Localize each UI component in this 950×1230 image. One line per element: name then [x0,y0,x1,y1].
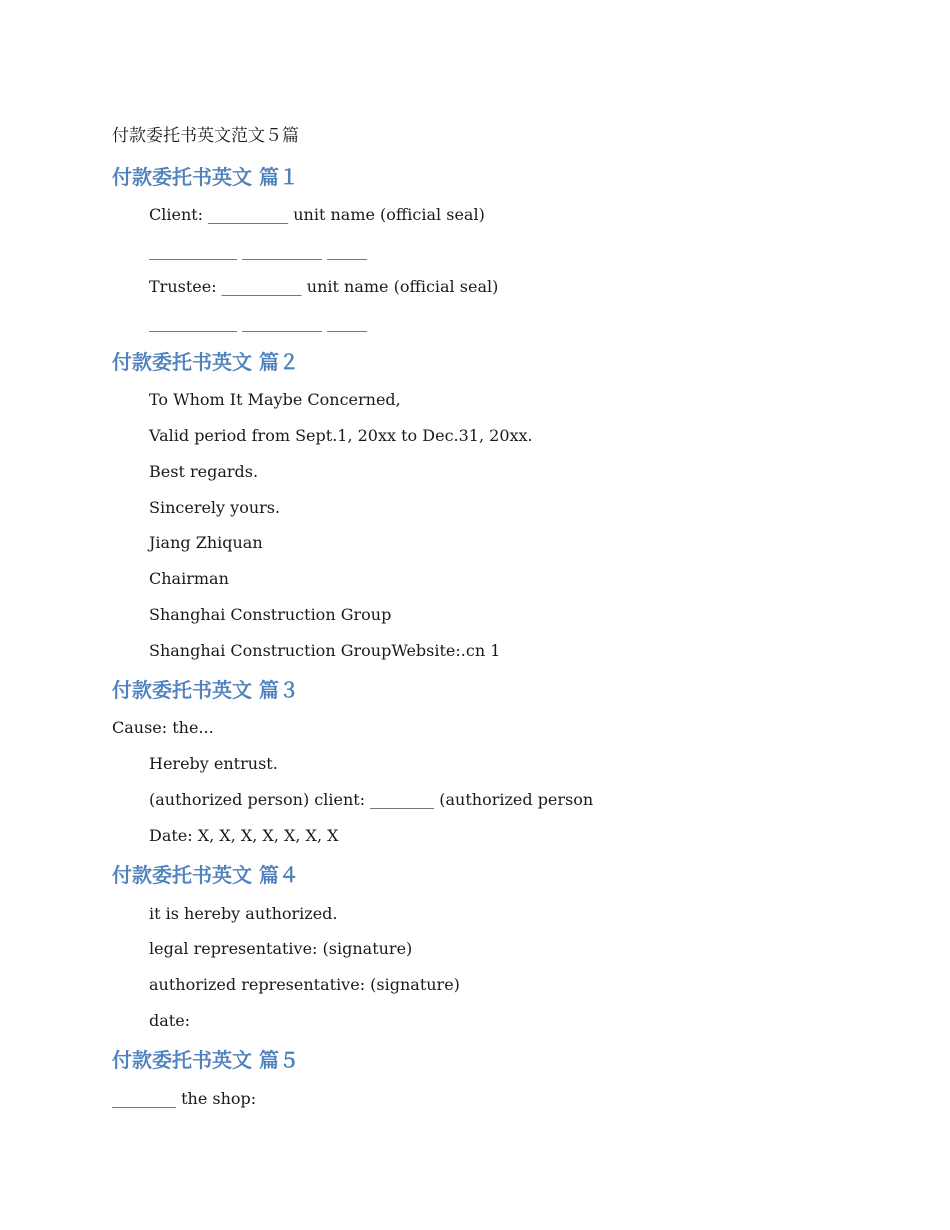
paragraph: Trustee: __________ unit name (official seal) [149,277,499,296]
paragraph: Shanghai Construction GroupWebsite:.cn 1 [149,641,501,660]
paragraph: Best regards. [149,462,259,481]
section-heading-1: 付款委托书英文 篇１ [112,165,299,189]
paragraph: date: [149,1011,191,1030]
paragraph: legal representative: (signature) [149,939,413,958]
document-title: 付款委托书英文范文５篇 [112,126,299,146]
paragraph: ___________ __________ _____ [149,313,368,332]
paragraph: Shanghai Construction Group [149,605,392,624]
section-heading-2: 付款委托书英文 篇２ [112,350,299,374]
paragraph: ___________ __________ _____ [149,241,368,260]
section-heading-4: 付款委托书英文 篇４ [112,863,299,887]
paragraph: Jiang Zhiquan [149,533,263,552]
paragraph: Sincerely yours. [149,498,281,517]
paragraph: Valid period from Sept.1, 20xx to Dec.31, 20xx. [149,426,533,445]
paragraph: Hereby entrust. [149,754,278,773]
section-heading-5: 付款委托书英文 篇５ [112,1048,299,1072]
paragraph: (authorized person) client: ________ (authorized person [149,790,594,809]
paragraph: Cause: the... [112,718,214,737]
paragraph: Client: __________ unit name (official seal) [149,205,485,224]
paragraph: To Whom It Maybe Concerned, [149,390,401,409]
paragraph: authorized representative: (signature) [149,975,460,994]
paragraph: ________ the shop: [112,1089,257,1108]
paragraph: Chairman [149,569,229,588]
paragraph: it is hereby authorized. [149,904,338,923]
section-heading-3: 付款委托书英文 篇３ [112,678,299,702]
paragraph: Date: X, X, X, X, X, X, X [149,826,339,845]
